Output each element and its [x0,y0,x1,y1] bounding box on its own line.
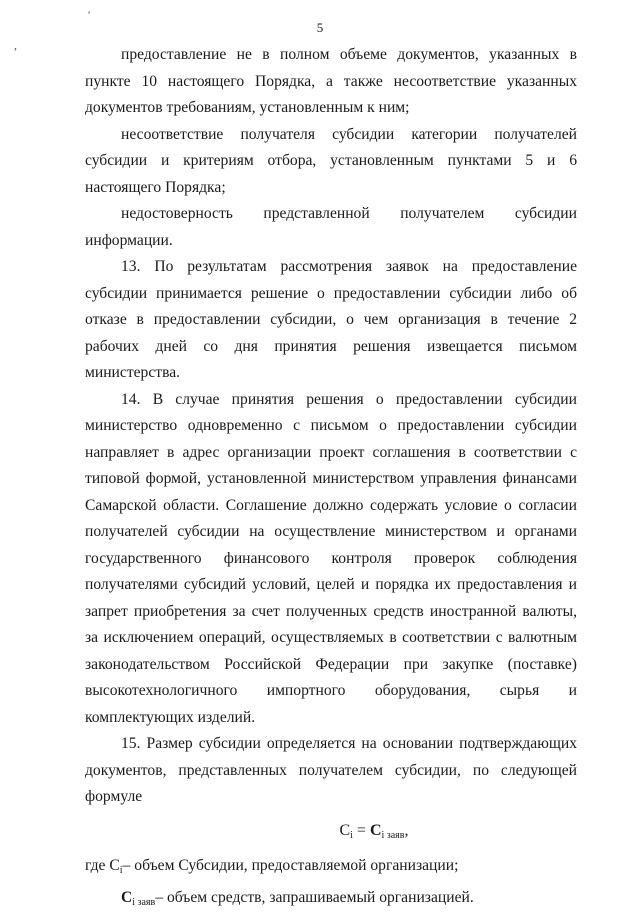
formula-legend-line-1 [85,853,577,885]
page-number: 5 [0,20,640,36]
paragraph-13: 13. По результатам рассмотрения заявок на предоставление субсидии принимается решение о предоставлении субсидии либо об отказе в предоставлении субсидии, о чем организация в течение 2 рабочих дней со дня принятия решения извещается письмом министерства. [85,254,577,387]
formula-rhs-symbol: С [370,822,382,839]
formula-rhs-subscript: i заяв [382,830,405,841]
list-item-incomplete-documents: предоставление не в полном объеме документов, указанных в пункте 10 настоящего Порядка, а также несоответствие указанных документов требованиям, установленным к ним; [85,42,577,122]
formula-lhs-subscript: i [350,830,353,841]
subsidy-formula [85,818,577,850]
legend-symbol-2: С [121,889,132,906]
scan-mark: ' [88,8,90,23]
legend-text-2: – объем средств, запрашиваемый организацией. [155,889,473,906]
legend-prefix: где [85,857,105,874]
document-body [85,42,577,916]
legend-symbol-1: С [109,857,119,874]
legend-subscript-2: i заяв [132,897,155,908]
formula-legend-line-2 [85,885,577,916]
list-item-category-mismatch: несоответствие получателя субсидии категории получателей субсидии и критериям отбора, установленным пунктами 5 и 6 настоящего Порядка; [85,122,577,202]
formula-trailing: , [405,822,409,839]
scan-mark: , [14,38,17,53]
legend-text-1: – объем Субсидии, предоставляемой организации; [123,857,459,874]
legend-subscript-1: i [120,865,123,876]
paragraph-14: 14. В случае принятия решения о предоставлении субсидии министерство одновременно с письмом о предоставлении субсидии направляет в адрес организации проект соглашения в соответствии с типовой формой, установленной министерством управления финансами Самарской области. Соглашение должно содержать условие о согласии получателей субсидии на осуществление министерством и органами государственного финансового контроля проверок соблюдения получателями субсидий условий, целей и порядка их предоставления и запрет приобретения за счет полученных средств иностранной валюты, за исключением операций, осуществляемых в соответствии с валютным законодательством Российской Федерации при закупке (поставке) высокотехнологичного импортного оборудования, сырья и комплектующих изделий. [85,387,577,732]
list-item-unreliable-info: недостоверность представленной получателем субсидии информации. [85,201,577,254]
formula-equals: = [357,822,366,839]
formula-lhs-symbol: С [339,822,350,839]
paragraph-15: 15. Размер субсидии определяется на основании подтверждающих документов, представленных получателем субсидии, по следующей формуле [85,731,577,811]
